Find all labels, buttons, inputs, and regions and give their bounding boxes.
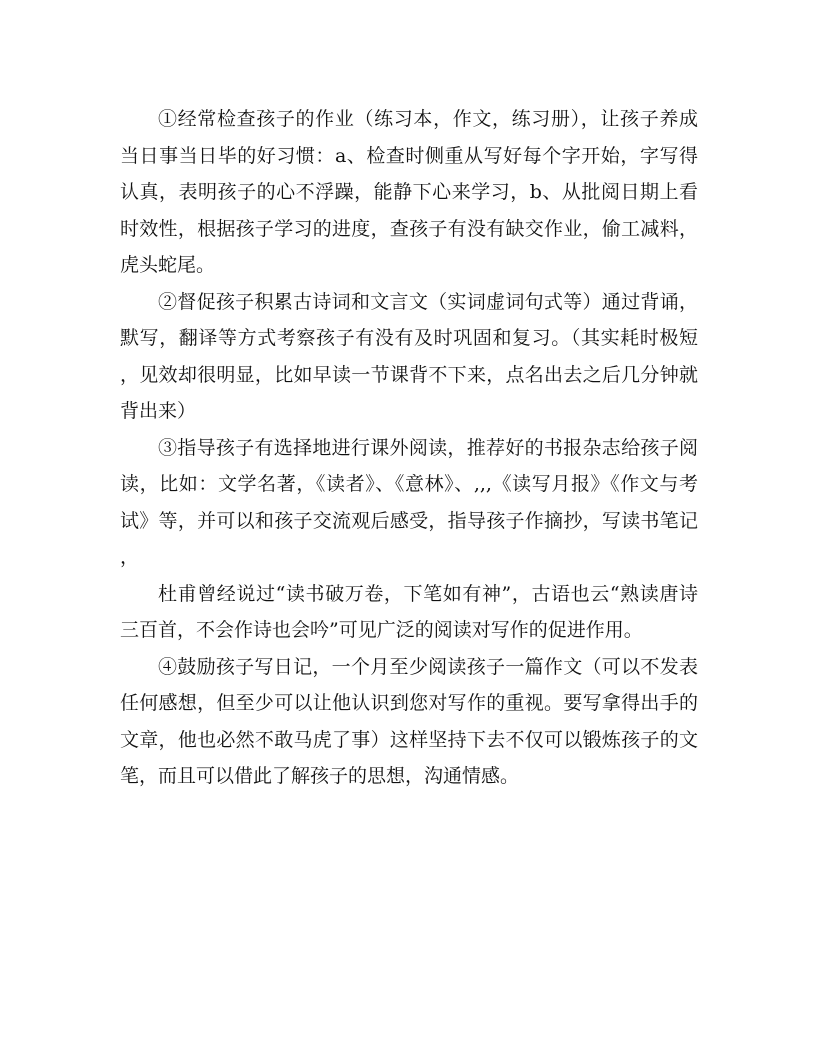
paragraph-extracurricular-reading: ③指导孩子有选择地进行课外阅读，推荐好的书报杂志给孩子阅读，比如：文学名著，《读者》、《意林》、,,,《读写月报》《作文与考试》等，并可以和孩子交流观后感受，指导孩子作摘抄，写读书笔记，	[120, 436, 698, 568]
paragraph-homework-check: ①经常检查孩子的作业（练习本，作文，练习册），让孩子养成当日事当日毕的好习惯：a、检查时侧重从写好每个字开始，字写得认真，表明孩子的心不浮躁，能静下心来学习，b、从批阅日期上看时效性，根据孩子学习的进度，查孩子有没有缺交作业，偷工减料，虎头蛇尾。	[120, 108, 698, 276]
paragraph-du-fu-quote: 杜甫曾经说过“读书破万卷，下笔如有神”，古语也云“熟读唐诗三百首，不会作诗也会吟”可见广泛的阅读对写作的促进作用。	[120, 582, 698, 641]
paragraph-classical-poetry: ②督促孩子积累古诗词和文言文（实词虚词句式等）通过背诵，默写，翻译等方式考察孩子有没有及时巩固和复习。（其实耗时极短，见效却很明显，比如早读一节课背不下来，点名出去之后几分钟就背出来）	[120, 290, 698, 422]
paragraph-diary-writing: ④鼓励孩子写日记，一个月至少阅读孩子一篇作文（可以不发表任何感想，但至少可以让他认识到您对写作的重视。要写拿得出手的文章，他也必然不敢马虎了事）这样坚持下去不仅可以锻炼孩子的文笔，而且可以借此了解孩子的思想，沟通情感。	[120, 655, 698, 787]
document-body	[120, 101, 698, 795]
